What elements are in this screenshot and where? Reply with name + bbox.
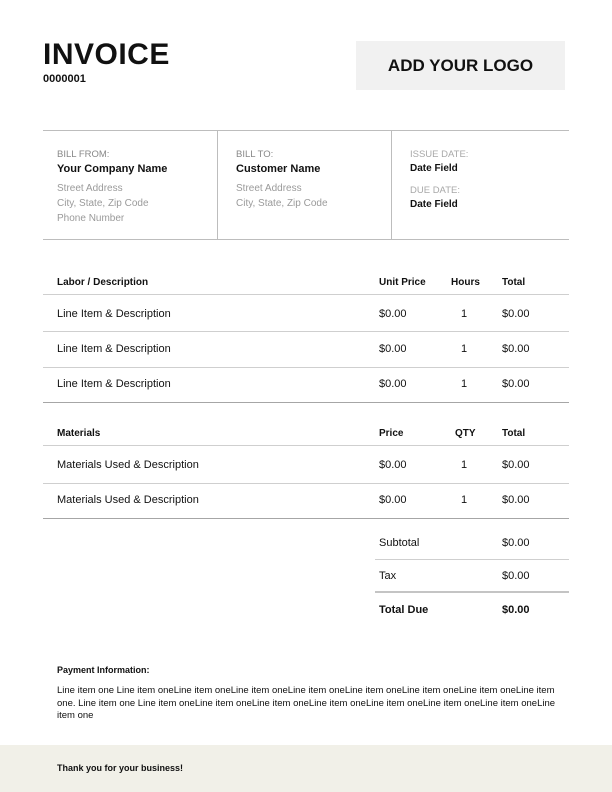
invoice-title: INVOICE [43,38,170,71]
footer-message: Thank you for your business! [57,763,184,773]
divider [43,445,569,446]
customer-city[interactable]: City, State, Zip Code [236,198,328,209]
tax-label: Tax [379,570,397,582]
bill-to-label: BILL TO: [236,149,274,160]
divider [43,518,569,519]
labor-total: $0.00 [502,378,530,390]
company-city[interactable]: City, State, Zip Code [57,198,149,209]
total-due-label: Total Due [379,604,429,616]
footer-bar [0,745,612,792]
labor-row [43,308,569,322]
logo-placeholder-label: ADD YOUR LOGO [387,55,534,75]
due-date-label: DUE DATE: [410,185,460,196]
materials-total: $0.00 [502,494,530,506]
labor-description[interactable]: Line Item & Description [57,343,171,355]
payment-info-text[interactable]: Line item one Line item oneLine item oneLine item oneLine item oneLine item oneLine item oneLine item oneLine item one. Line item one Line item oneLine item oneLine item oneLine item oneLine item oneLine item oneLine item oneLine item one [57,685,556,721]
company-name[interactable]: Your Company Name [57,163,168,175]
materials-description[interactable]: Materials Used & Description [57,494,199,506]
total-due-value: $0.00 [502,604,530,616]
divider [375,591,569,593]
labor-unit-price[interactable]: $0.00 [379,378,407,390]
materials-qty[interactable]: 1 [461,494,468,506]
labor-header-row [43,277,569,291]
bill-from-section [43,131,218,239]
materials-row [43,494,569,508]
materials-col-total: Total [502,428,526,439]
labor-total: $0.00 [502,343,530,355]
labor-col-description: Labor / Description [57,277,149,288]
materials-col-price: Price [379,428,404,439]
divider [43,294,569,295]
materials-price[interactable]: $0.00 [379,494,407,506]
labor-description[interactable]: Line Item & Description [57,378,171,390]
labor-hours[interactable]: 1 [461,378,468,390]
materials-col-qty: QTY [455,428,476,439]
tax-value[interactable]: $0.00 [502,570,530,582]
labor-hours[interactable]: 1 [461,343,468,355]
divider [43,367,569,368]
company-phone[interactable]: Phone Number [57,213,125,224]
labor-hours[interactable]: 1 [461,308,468,320]
materials-price[interactable]: $0.00 [379,459,407,471]
labor-col-unit-price: Unit Price [379,277,426,288]
materials-header-row [43,428,569,442]
bill-to-section [217,131,392,239]
issue-date-label: ISSUE DATE: [410,149,469,160]
labor-row [43,378,569,392]
company-street[interactable]: Street Address [57,183,123,194]
labor-total: $0.00 [502,308,530,320]
materials-description[interactable]: Materials Used & Description [57,459,199,471]
issue-date-field[interactable]: Date Field [410,163,458,174]
labor-col-total: Total [502,277,526,288]
divider [375,559,569,560]
dates-section [391,131,569,239]
due-date-field[interactable]: Date Field [410,199,458,210]
subtotal-value: $0.00 [502,537,530,549]
logo-placeholder[interactable] [356,41,565,90]
customer-name[interactable]: Customer Name [236,163,321,175]
customer-street[interactable]: Street Address [236,183,302,194]
materials-col-description: Materials [57,428,101,439]
payment-info-title: Payment Information: [57,665,150,675]
labor-unit-price[interactable]: $0.00 [379,308,407,320]
divider [43,331,569,332]
invoice-number: 0000001 [43,73,86,85]
bill-from-label: BILL FROM: [57,149,110,160]
labor-unit-price[interactable]: $0.00 [379,343,407,355]
divider [43,402,569,403]
materials-qty[interactable]: 1 [461,459,468,471]
subtotal-label: Subtotal [379,537,420,549]
divider [43,483,569,484]
materials-row [43,459,569,473]
materials-total: $0.00 [502,459,530,471]
labor-col-hours: Hours [451,277,480,288]
billing-info-block [43,130,569,240]
labor-description[interactable]: Line Item & Description [57,308,171,320]
labor-row [43,343,569,357]
